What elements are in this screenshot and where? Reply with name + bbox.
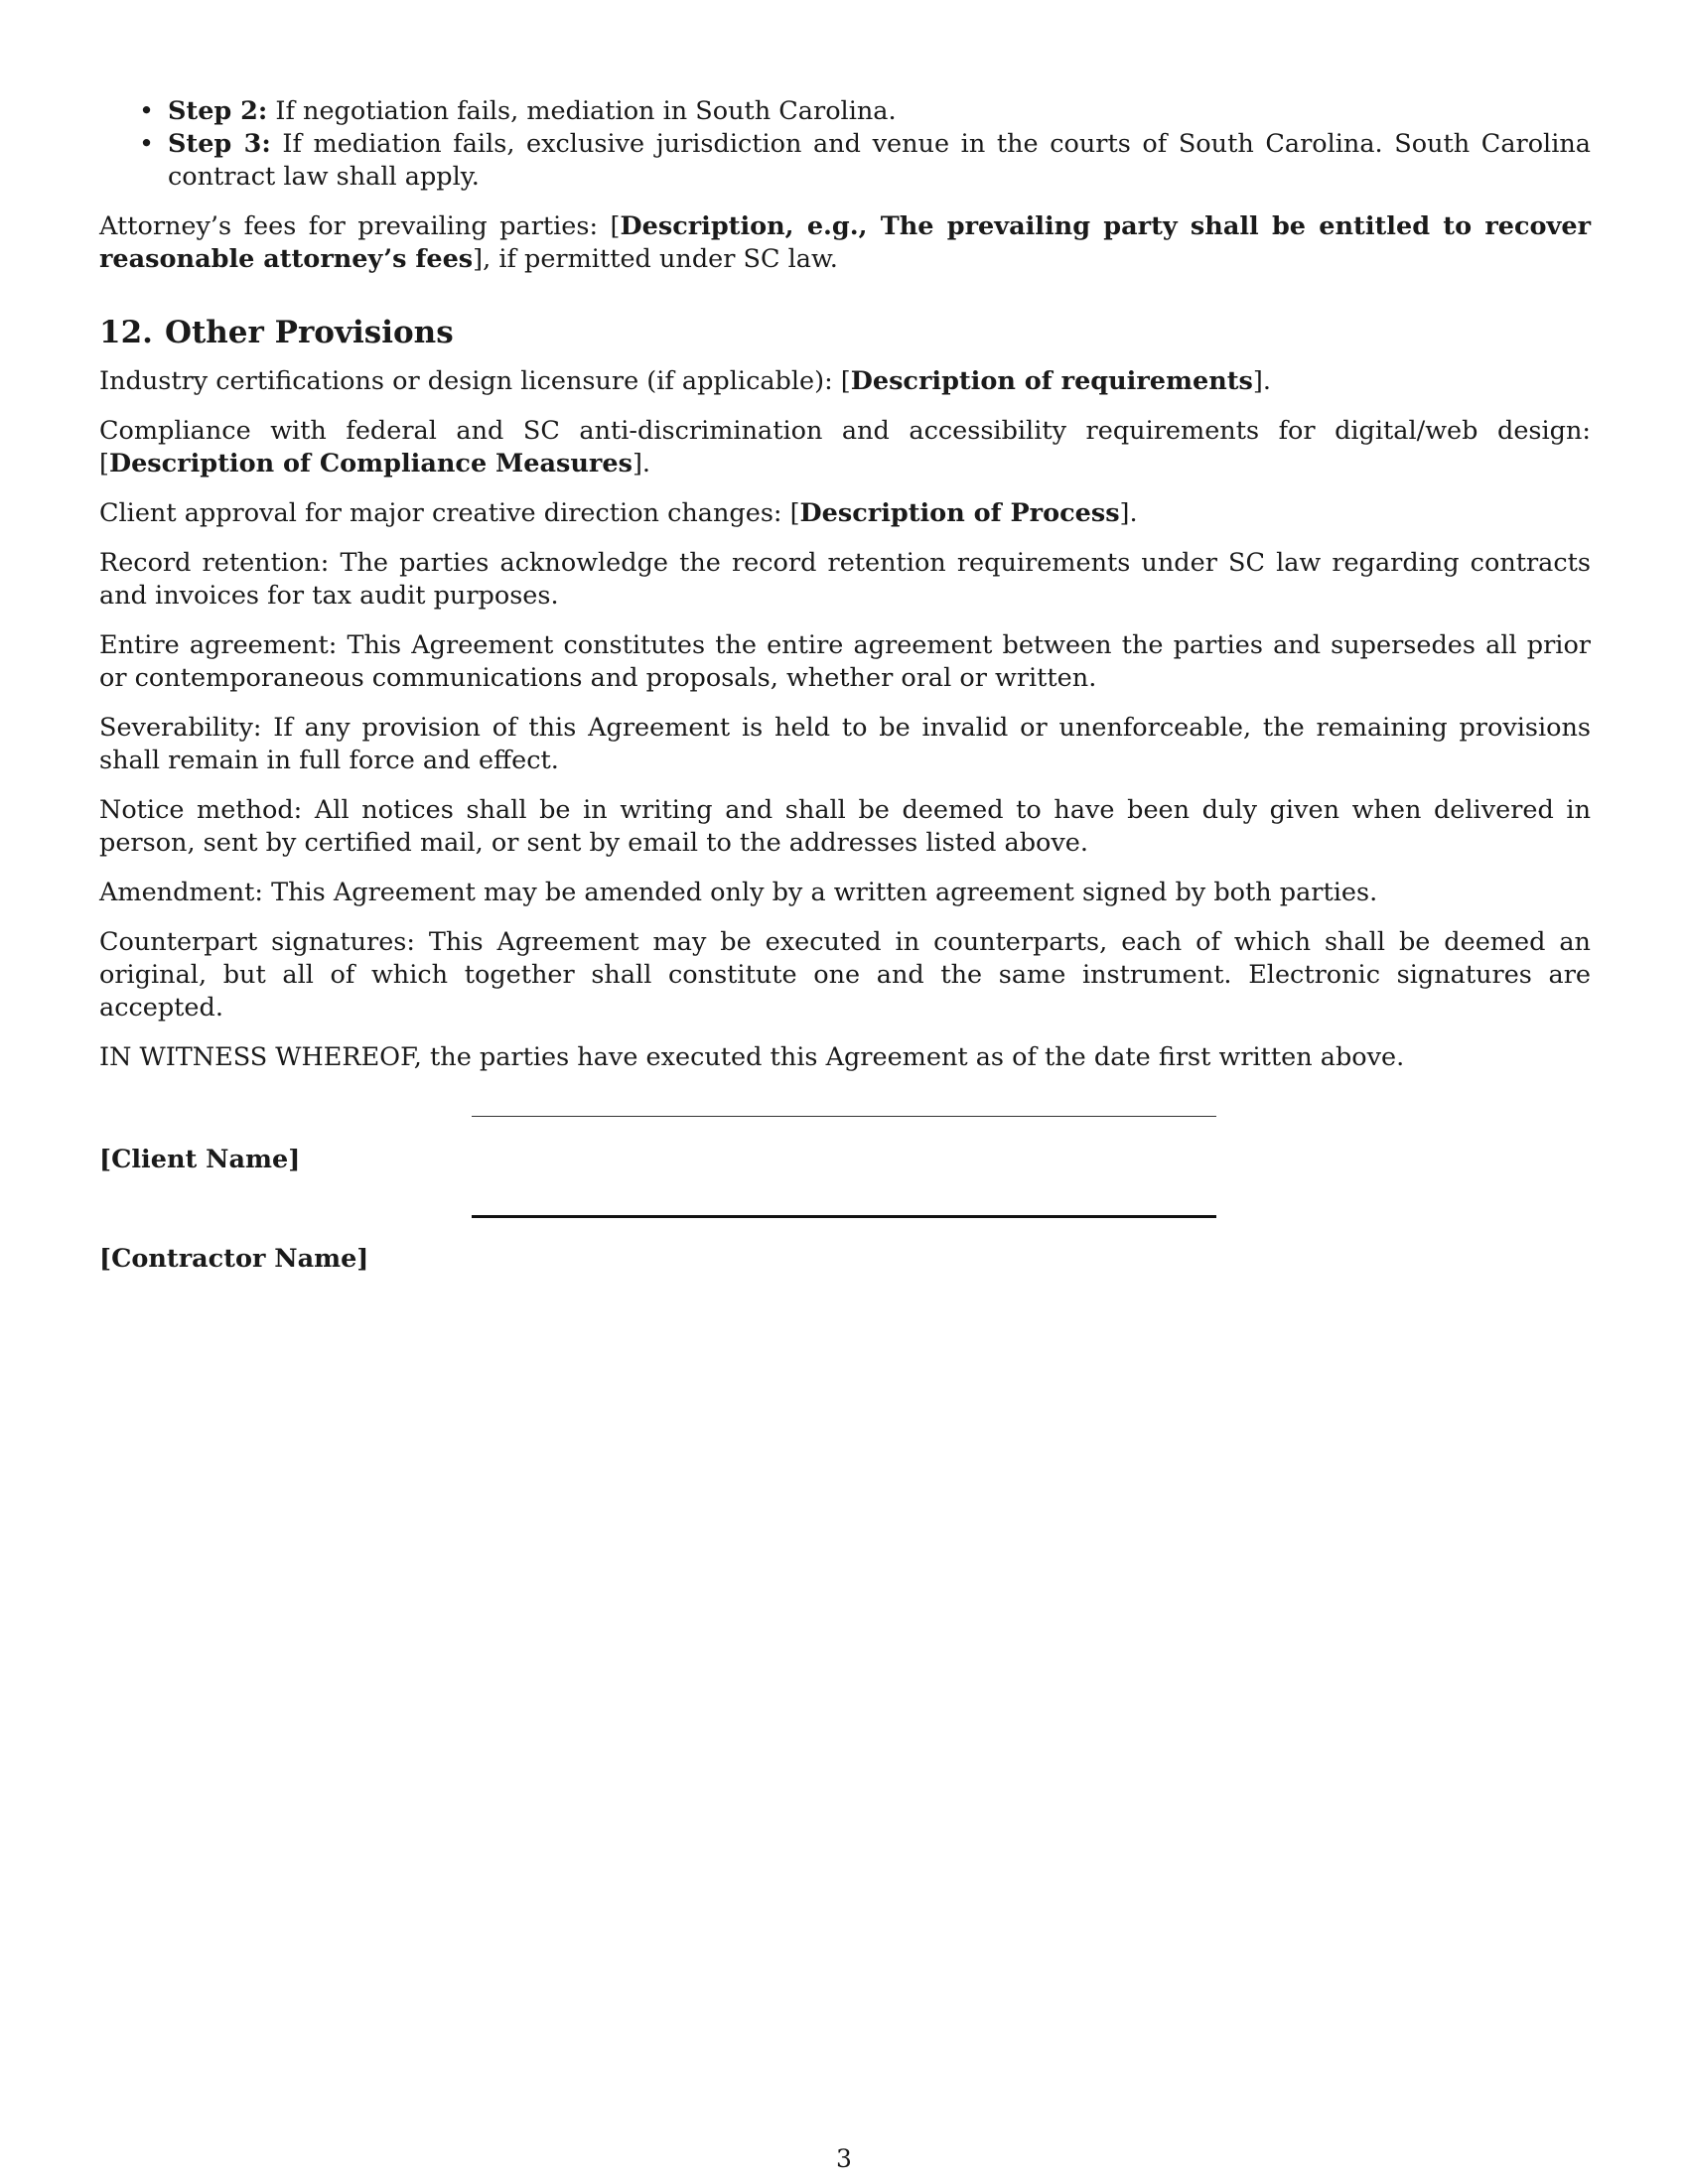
contractor-name-label: [Contractor Name] — [99, 1244, 369, 1274]
counterparts-paragraph: Counterpart signatures: This Agreement may be executed in counterparts, each of which shall be deemed an original, but all of which together shall constitute one and the same instrument. Electronic signatures are accepted. — [99, 927, 1591, 1023]
list-item — [99, 95, 1591, 128]
bullet-icon: • — [139, 96, 155, 126]
client-signature-line[interactable] — [472, 1116, 1216, 1117]
entire-agreement-paragraph: Entire agreement: This Agreement constitutes the entire agreement between the parties and supersedes all prior or contemporaneous communications and proposals, whether oral or written. — [99, 630, 1591, 693]
approval-placeholder: Description of Process — [799, 498, 1120, 528]
page-number: 3 — [836, 2144, 852, 2173]
step-text: If negotiation fails, mediation in South Carolina. — [275, 96, 897, 126]
section-title: Other Provisions — [164, 315, 454, 350]
compliance-tail: ]. — [632, 449, 650, 478]
approval-lead: Client approval for major creative direction changes: [ — [99, 498, 800, 528]
notice-paragraph: Notice method: All notices shall be in writing and shall be deemed to have been duly given when delivered in person, sent by certified mail, or sent by email to the addresses listed above. — [99, 795, 1591, 858]
approval-paragraph — [99, 497, 1591, 530]
attorney-fees-tail: ], if permitted under SC law. — [473, 244, 838, 274]
certifications-paragraph — [99, 365, 1591, 398]
section-number: 12. — [99, 315, 153, 350]
compliance-lead: Compliance with federal and SC anti-discrimination and accessibility requirements for digital/web design: [ — [99, 416, 1591, 478]
attorney-fees-placeholder: Description, e.g., The prevailing party shall be entitled to recover reasonable attorney’s fees — [99, 211, 1591, 274]
document-page — [99, 95, 1591, 1273]
certifications-placeholder: Description of requirements — [850, 366, 1253, 396]
attorney-fees-paragraph — [99, 210, 1591, 276]
bullet-icon: • — [139, 129, 155, 159]
list-item — [99, 128, 1591, 194]
witness-paragraph: IN WITNESS WHEREOF, the parties have executed this Agreement as of the date first written above. — [99, 1042, 1405, 1072]
dispute-steps-list — [99, 95, 1591, 194]
amendment-paragraph: Amendment: This Agreement may be amended only by a written agreement signed by both parties. — [99, 878, 1378, 907]
step-label: Step 3: — [168, 129, 271, 159]
approval-tail: ]. — [1119, 498, 1138, 528]
attorney-fees-lead: Attorney’s fees for prevailing parties: [ — [99, 211, 621, 241]
contractor-signature-line[interactable] — [472, 1215, 1216, 1218]
client-name-label: [Client Name] — [99, 1145, 301, 1174]
step-label: Step 2: — [168, 96, 268, 126]
record-retention-paragraph: Record retention: The parties acknowledge the record retention requirements under SC law regarding contracts and invoices for tax audit purposes. — [99, 548, 1591, 611]
step-text: If mediation fails, exclusive jurisdiction and venue in the courts of South Carolina. South Carolina contract law shall apply. — [168, 129, 1591, 192]
compliance-placeholder: Description of Compliance Measures — [108, 449, 633, 478]
client-signature-block — [99, 1074, 1591, 1173]
section-heading — [99, 313, 1591, 352]
compliance-paragraph — [99, 415, 1591, 480]
certifications-lead: Industry certifications or design licensure (if applicable): [ — [99, 366, 851, 396]
severability-paragraph: Severability: If any provision of this Agreement is held to be invalid or unenforceable, the remaining provisions shall remain in full force and effect. — [99, 713, 1591, 775]
contractor-signature-block — [99, 1173, 1591, 1273]
certifications-tail: ]. — [1252, 366, 1271, 396]
